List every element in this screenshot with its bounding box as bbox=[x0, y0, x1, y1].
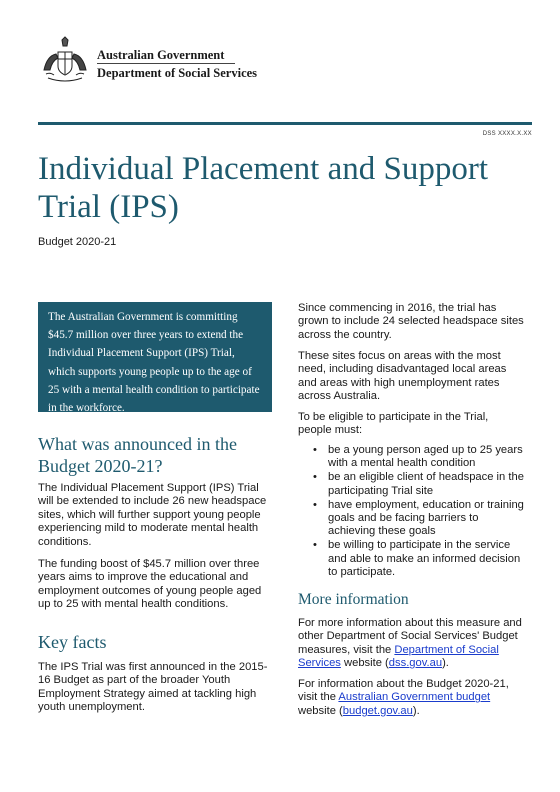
budget-link[interactable]: Australian Government budget bbox=[338, 691, 491, 704]
announced-paragraph-2: The funding boost of $45.7 million over three years aims to improve the educational and employment outcomes of young people aged up to 25 with mental health conditions. bbox=[38, 558, 262, 611]
bullet-icon: • bbox=[313, 539, 317, 552]
trial-growth-paragraph: Since commencing in 2016, the trial has grown to include 24 selected headspace sites across the country. bbox=[298, 302, 524, 341]
summary-callout: The Australian Government is committing $45.7 million over three years to extend the Individual Placement Support (IPS) Trial, which supports young people up to the age of 25 with a mental health condition to participate in the workforce. bbox=[38, 302, 272, 412]
more-info-paragraph-1: For more information about this measure and other Department of Social Services' Budget measures, visit the Department of Social Services website (dss.gov.au). bbox=[298, 617, 522, 670]
sites-focus-paragraph: These sites focus on areas with the most need, including disadvantaged local areas and areas with high unemployment rates across Australia. bbox=[298, 350, 507, 403]
list-item: • be willing to participate in the service and able to make an informed decision to participate. bbox=[313, 539, 521, 579]
key-facts-heading: Key facts bbox=[38, 632, 107, 652]
logo-divider bbox=[97, 63, 235, 64]
bullet-icon: • bbox=[313, 444, 317, 456]
list-item: • be an eligible client of headspace in the participating Trial site bbox=[313, 471, 524, 497]
list-item: • be a young person aged up to 25 years with a mental health condition bbox=[313, 444, 523, 470]
coat-of-arms-logo bbox=[38, 36, 92, 86]
page-title: Individual Placement and Support Trial (IPS) bbox=[38, 151, 488, 225]
dss-url-link[interactable]: dss.gov.au bbox=[388, 657, 443, 670]
department-name: Department of Social Services bbox=[97, 66, 258, 80]
eligibility-intro: To be eligible to participate in the Trial, people must: bbox=[298, 411, 489, 437]
announced-paragraph-1: The Individual Placement Support (IPS) Trial will be extended to include 26 new headspace sites, which will further support young people experiencing mild to moderate mental health conditions. bbox=[38, 482, 267, 548]
document-code: DSS XXXX.X.XX bbox=[482, 131, 532, 137]
more-info-paragraph-2: For information about the Budget 2020-21, visit the Australian Government budget website (budget.gov.au). bbox=[298, 678, 509, 717]
more-information-heading: More information bbox=[298, 591, 409, 608]
budget-url-link[interactable]: budget.gov.au bbox=[342, 704, 413, 717]
key-facts-paragraph: The IPS Trial was first announced in the 2015-16 Budget as part of the broader Youth Employment Strategy aimed at tackling high youth unemployment. bbox=[38, 661, 268, 714]
eligibility-list bbox=[298, 444, 524, 580]
bullet-icon: • bbox=[313, 498, 317, 511]
header-rule bbox=[38, 122, 532, 125]
announced-heading: What was announced in the Budget 2020-21? bbox=[38, 434, 237, 476]
list-item: • have employment, education or training goals and be facing barriers to achieving these goals bbox=[313, 498, 524, 538]
bullet-icon: • bbox=[313, 471, 317, 484]
government-name: Australian Government bbox=[97, 48, 225, 62]
dss-link[interactable]: Department of Social Services bbox=[298, 643, 499, 670]
page-subtitle: Budget 2020-21 bbox=[38, 236, 117, 248]
